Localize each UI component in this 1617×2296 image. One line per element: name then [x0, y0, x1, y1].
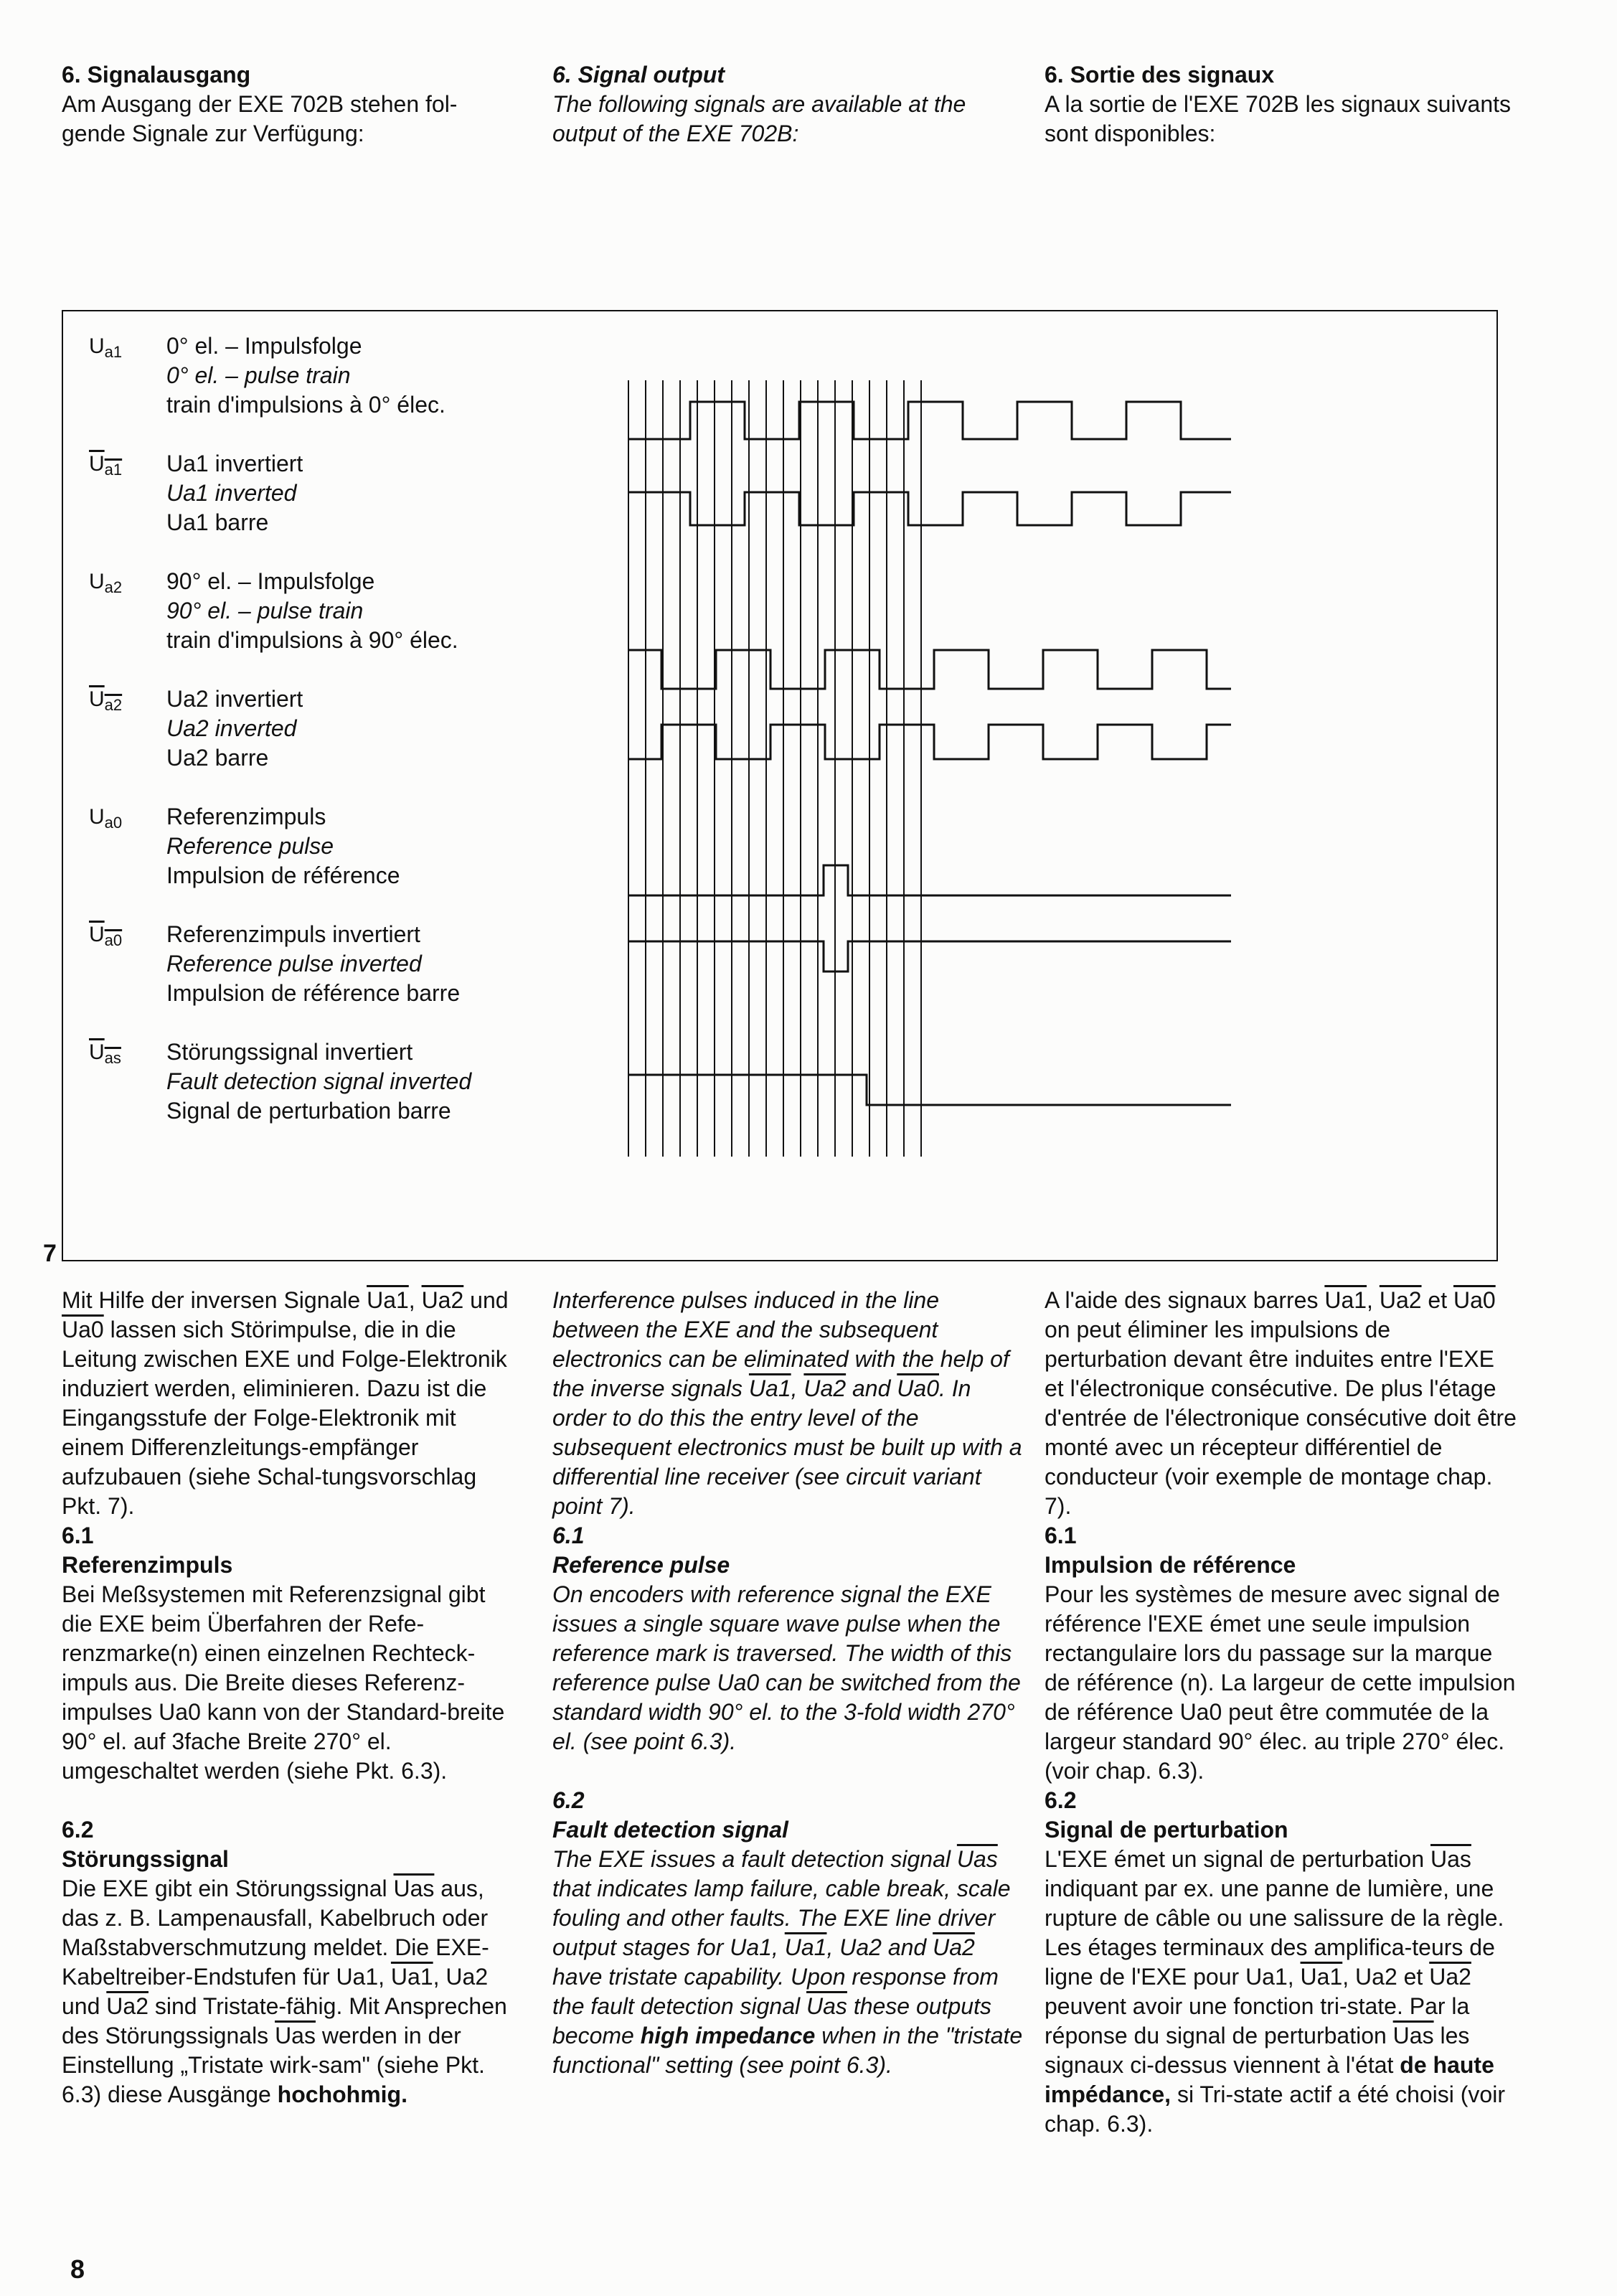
para-intro-fr: A l'aide des signaux barres Ua1, Ua2 et Ua0 on peut éliminer les impulsions de perturbation devant être induites entre l'EXE et l'électronique consécutive. De plus l'étage d'entrée de l'électronique consécutive doit être monté avec un récepteur différentiel de conducteur (voir exemple de montage chap. 7).: [1045, 1287, 1517, 1519]
s62-title-en: Fault detection signal: [552, 1817, 788, 1843]
waveform-ua2: [628, 650, 1231, 689]
signal-label-4: $U_{a0}$: [89, 805, 123, 832]
signal-desc-0: 0° el. – Impulsfolge 0° el. – pulse train train d'impulsions à 0° élec.: [166, 333, 446, 418]
s61-title-fr: Impulsion de référence: [1045, 1552, 1296, 1578]
s61-title-en: Reference pulse: [552, 1552, 730, 1578]
body-en: [552, 1286, 1026, 2080]
signal-desc-2: 90° el. – Impulsfolge 90° el. – pulse train train d'impulsions à 90° élec.: [166, 568, 458, 653]
waveform-ua1-inverted: [628, 492, 1231, 525]
signal-desc-3: Ua2 invertiert Ua2 inverted Ua2 barre: [166, 686, 303, 771]
heading-fr: 6. Sortie des signaux: [1045, 62, 1275, 88]
s61-num-fr: 6.1: [1045, 1523, 1077, 1548]
s61-num-de: 6.1: [62, 1523, 94, 1548]
signal-label-2: $U_{a2}$: [89, 570, 123, 596]
s62-num-en: 6.2: [552, 1787, 585, 1813]
s62-num-de: 6.2: [62, 1817, 94, 1843]
waveform-uas-inverted: [628, 1075, 1231, 1105]
para-s62-en: The EXE issues a fault detection signal $\overline{Uas}$ that indicates lamp failure, cable break, scale fouling and other faults. The EXE line driver output stages for Ua1, Ua1, Ua2 and Ua2 have tristate capability. Upon response from the fault detection signal $\overline{Uas}$ these outputs become high impedance when in the "tristate functional" setting (see point 6.3).: [552, 1846, 1023, 2078]
s61-title-de: Referenzimpuls: [62, 1552, 233, 1578]
para-s62-de: Die EXE gibt ein Störungssignal $\overline{Uas}$ aus, das z. B. Lampenausfall, Kabelbruch oder Maßstabverschmutzung meldet. Die EXE-Kabeltreiber-Endstufen für Ua1, Ua1, Ua2 und Ua2 sind Tristate-fähig. Mit Ansprechen des Störungssignals $\overline{Uas}$ werden in der Einstellung „Tristate wirk-sam" (siehe Pkt. 6.3) diese Ausgänge hochohmig.: [62, 1876, 507, 2107]
heading-de: 6. Signalausgang: [62, 62, 251, 88]
s61-num-en: 6.1: [552, 1523, 585, 1548]
waveform-ua2-inverted: [628, 725, 1231, 759]
page-number-left: 7: [43, 1240, 57, 1267]
para-s61-en: On encoders with reference signal the EXE issues a single square wave pulse when the reference mark is traversed. The width of this reference pulse Ua0 can be switched from the standard width 90° el. to the 3-fold width 270° el. (see point 6.3).: [552, 1581, 1021, 1754]
body-de: [62, 1286, 521, 2109]
s62-title-de: Störungssignal: [62, 1846, 229, 1872]
waveform-ua0: [628, 865, 1231, 895]
s62-title-fr: Signal de perturbation: [1045, 1817, 1288, 1843]
heading-en: 6. Signal output: [552, 62, 725, 88]
para-s62-fr: L'EXE émet un signal de perturbation $\overline{Uas}$ indiquant par ex. une panne de lumière, une rupture de câble ou une salissure de la règle. Les étages terminaux des amplifica-teurs de ligne de l'EXE pour Ua1, Ua1, Ua2 et Ua2 peuvent avoir une fonction tri-state. Par la réponse du signal de perturbation $\overline{Uas}$ les signaux ci-dessus viennent à l'état de haute impédance, si Tri-state actif a été choisi (voir chap. 6.3).: [1045, 1846, 1505, 2137]
intro-text-fr: A la sortie de l'EXE 702B les signaux suivants sont disponibles:: [1045, 91, 1512, 146]
para-intro-en: Interference pulses induced in the line between the EXE and the subsequent electronics can be eliminated with the help of the inverse signals Ua1, Ua2 and Ua0. In order to do this the entry level of the subsequent electronics must be built up with a differential line receiver (see circuit variant point 7).: [552, 1287, 1022, 1519]
waveform-ua0-inverted: [628, 941, 1231, 971]
signal-desc-4: Referenzimpuls Reference pulse Impulsion de référence: [166, 804, 400, 888]
para-s61-de: Bei Meßsystemen mit Referenzsignal gibt die EXE beim Überfahren der Refe-renzmarke(n) einen einzelnen Rechteck-impuls aus. Die Breite dieses Referenz-impulses Ua0 kann von der Standard-breite 90° el. auf 3fache Breite 270° el. umgeschaltet werden (siehe Pkt. 6.3).: [62, 1581, 505, 1784]
intro-text-en: The following signals are available at the output of the EXE 702B:: [552, 91, 966, 146]
para-intro-de: Mit Hilfe der inversen Signale Ua1, Ua2 und Ua0 lassen sich Störimpulse, die in die Leitung zwischen EXE und Folge-Elektronik induziert werden, eliminieren. Dazu ist die Eingangsstufe der Folge-Elektronik mit einem Differenzleitungs-empfänger aufzubauen (siehe Schal-tungsvorschlag Pkt. 7).: [62, 1287, 509, 1519]
signal-label-1: $U_{a1}$: [89, 452, 123, 479]
signal-label-6: $U_{as}$: [89, 1040, 121, 1067]
para-s61-fr: Pour les systèmes de mesure avec signal de référence l'EXE émet une seule impulsion rectangulaire lors du passage sur la marque de référence (n). La largeur de cette impulsion de référence Ua0 peut être commutée de la largeur standard 90° élec. au triple 270° élec. (voir chap. 6.3).: [1045, 1581, 1516, 1784]
s62-num-fr: 6.2: [1045, 1787, 1077, 1813]
signal-label-3: $U_{a2}$: [89, 687, 123, 714]
intro-text-de: Am Ausgang der EXE 702B stehen fol-gende Signale zur Verfügung:: [62, 91, 458, 146]
signal-label-5: $U_{a0}$: [89, 923, 123, 949]
signal-desc-1: Ua1 invertiert Ua1 inverted Ua1 barre: [166, 451, 303, 535]
signal-desc-6: Störungssignal invertiert Fault detection signal inverted Signal de perturbation barre: [166, 1039, 472, 1124]
waveform-ua1: [628, 402, 1231, 439]
signal-desc-5: Referenzimpuls invertiert Reference pulse inverted Impulsion de référence barre: [166, 921, 461, 1006]
signal-label-0: $U_{a1}$: [89, 334, 123, 361]
body-fr: [1045, 1286, 1518, 2139]
page-number-bottom: 8: [70, 2254, 85, 2284]
